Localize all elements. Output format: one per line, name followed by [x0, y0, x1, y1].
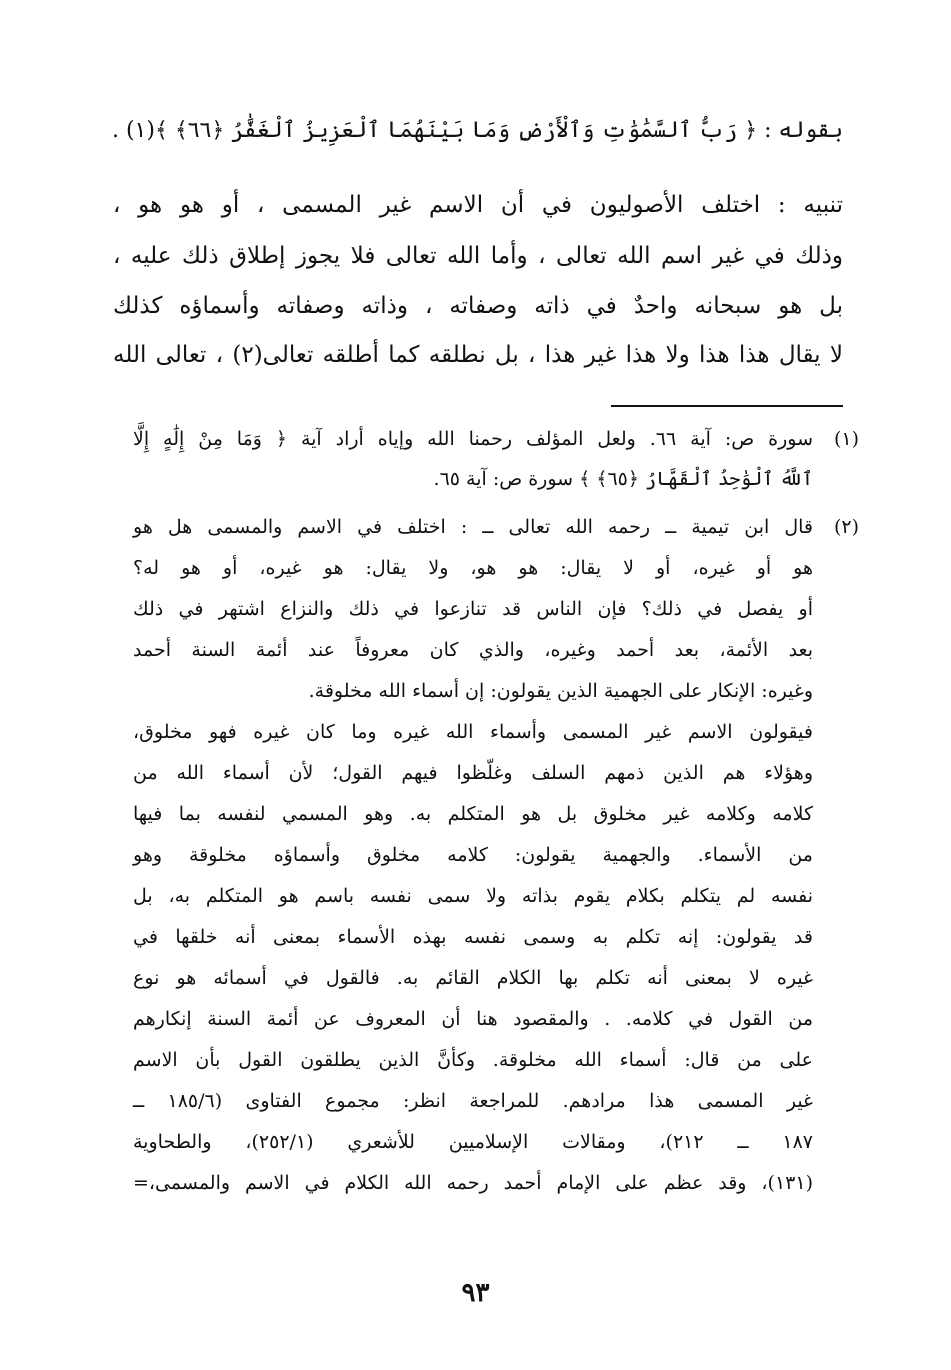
- footnote-2-line: قال ابن تيمية ــ رحمه الله تعالى ــ : اختلف في الاسم والمسمى هل هو: [133, 516, 813, 538]
- footnote-2-line: غيره لا بمعنى أنه تكلم بها الكلام القائم به. فالقول في أسمائه هو نوع: [133, 967, 813, 989]
- footnote-2-line: بعد الأئمة، بعد أحمد وغيره، والذي كان معروفاً عند أئمة السنة أحمد: [133, 639, 813, 661]
- main-line-2: تنبيه : اختلف الأصوليون في أن الاسم غير المسمى ، أو هو هو ،: [113, 192, 843, 218]
- footnote-2-line: من القول في كلامه. . والمقصود هنا أن المعروف عن أئمة السنة إنكارهم: [133, 1008, 813, 1030]
- footnote-2-line: على من قال: أسماء الله مخلوقة. وكأنَّ الذين يطلقون القول بأن الاسم: [133, 1049, 813, 1071]
- footnote-2-line: كلامه وكلامه غير مخلوق بل هو المتكلم به. وهو المسمي لنفسه بما فيها: [133, 803, 813, 825]
- footnote-2-line: من الأسماء. والجهمية يقولون: كلامه مخلوق وأسماؤه مخلوقة وهو: [133, 844, 813, 866]
- footnote-separator: [611, 405, 843, 407]
- footnote-2-line: أو يفصل في ذلك؟ فإن الناس قد تنازعوا في ذلك والنزاع اشتهر في ذلك: [133, 598, 813, 620]
- footnote-2-line: قد يقولون: إنه تكلم به وسمى نفسه بهذه الأسماء بمعنى أنه خلقها في: [133, 926, 813, 948]
- footnote-2-line: وهؤلاء هم الذين ذمهم السلف وغلّظوا فيهم القول؛ لأن أسماء الله من: [133, 762, 813, 784]
- footnote-2-line: غير المسمى هذا مرادهم. للمراجعة انظر: مجموع الفتاوى (١٨٥/٦ ــ: [133, 1090, 813, 1112]
- footnote-2-line: وغيره: الإنكار على الجهمية الذين يقولون: إن أسماء الله مخلوقة.: [308, 680, 813, 702]
- footnote-2-line: ١٨٧ ــ ٢١٢)، ومقالات الإسلاميين للأشعري (٢٥٢/١)، والطحاوية: [133, 1131, 814, 1153]
- page-number: ٩٣: [461, 1278, 490, 1308]
- main-line-1: بقوله : ﴿ رَبُّ ٱلسَّمَٰوَٰتِ وَٱلْأَرْضِ وَمَا بَيْنَهُمَا ٱلْعَزِيزُ ٱلْغَفَّٰرُ ﴿٦٦﴾ ﴾(١) .: [111, 118, 843, 143]
- footnote-2-number: (٢): [833, 516, 859, 538]
- footnote-2-line: (١٣١)، وقد عظم على الإمام أحمد رحمه الله الكلام في الاسم والمسمى،=: [133, 1172, 813, 1194]
- footnote-2-line: فيقولون الاسم غير المسمى وأسماء الله غيره وما كان غيره فهو مخلوق،: [133, 721, 813, 743]
- main-line-4: بل هو سبحانه واحدٌ في ذاته وصفاته ، وذاته وصفاته وأسماؤه كذلك: [113, 293, 843, 319]
- footnote-1-line-2: ٱللَّهُ ٱلْوَٰحِدُ ٱلْقَهَّارُ ﴿٦٥﴾ ﴾ سورة ص: آية ٦٥.: [433, 468, 813, 490]
- main-line-5: لا يقال هذا هذا ولا هذا غير هذا ، بل نطلقه كما أطلقه تعالى(٢) ، تعالى الله: [113, 342, 843, 368]
- footnote-1-line-1: سورة ص: آية ٦٦. ولعل المؤلف رحمنا الله وإياه أراد آية ﴿ وَمَا مِنْ إِلَٰهٍ إِلَّا: [133, 428, 813, 450]
- footnote-2-line: نفسه لم يتكلم بكلام يقوم بذاته ولا سمى نفسه باسم هو المتكلم به، بل: [133, 885, 813, 907]
- footnote-2-line: هو أو غيره، أو لا يقال: هو هو، ولا يقال: هو غيره، أو هو له؟: [133, 557, 813, 579]
- main-line-3: وذلك في غير اسم الله تعالى ، وأما الله تعالى فلا يجوز إطلاق ذلك عليه ،: [113, 243, 843, 269]
- footnote-1-number: (١): [833, 428, 859, 450]
